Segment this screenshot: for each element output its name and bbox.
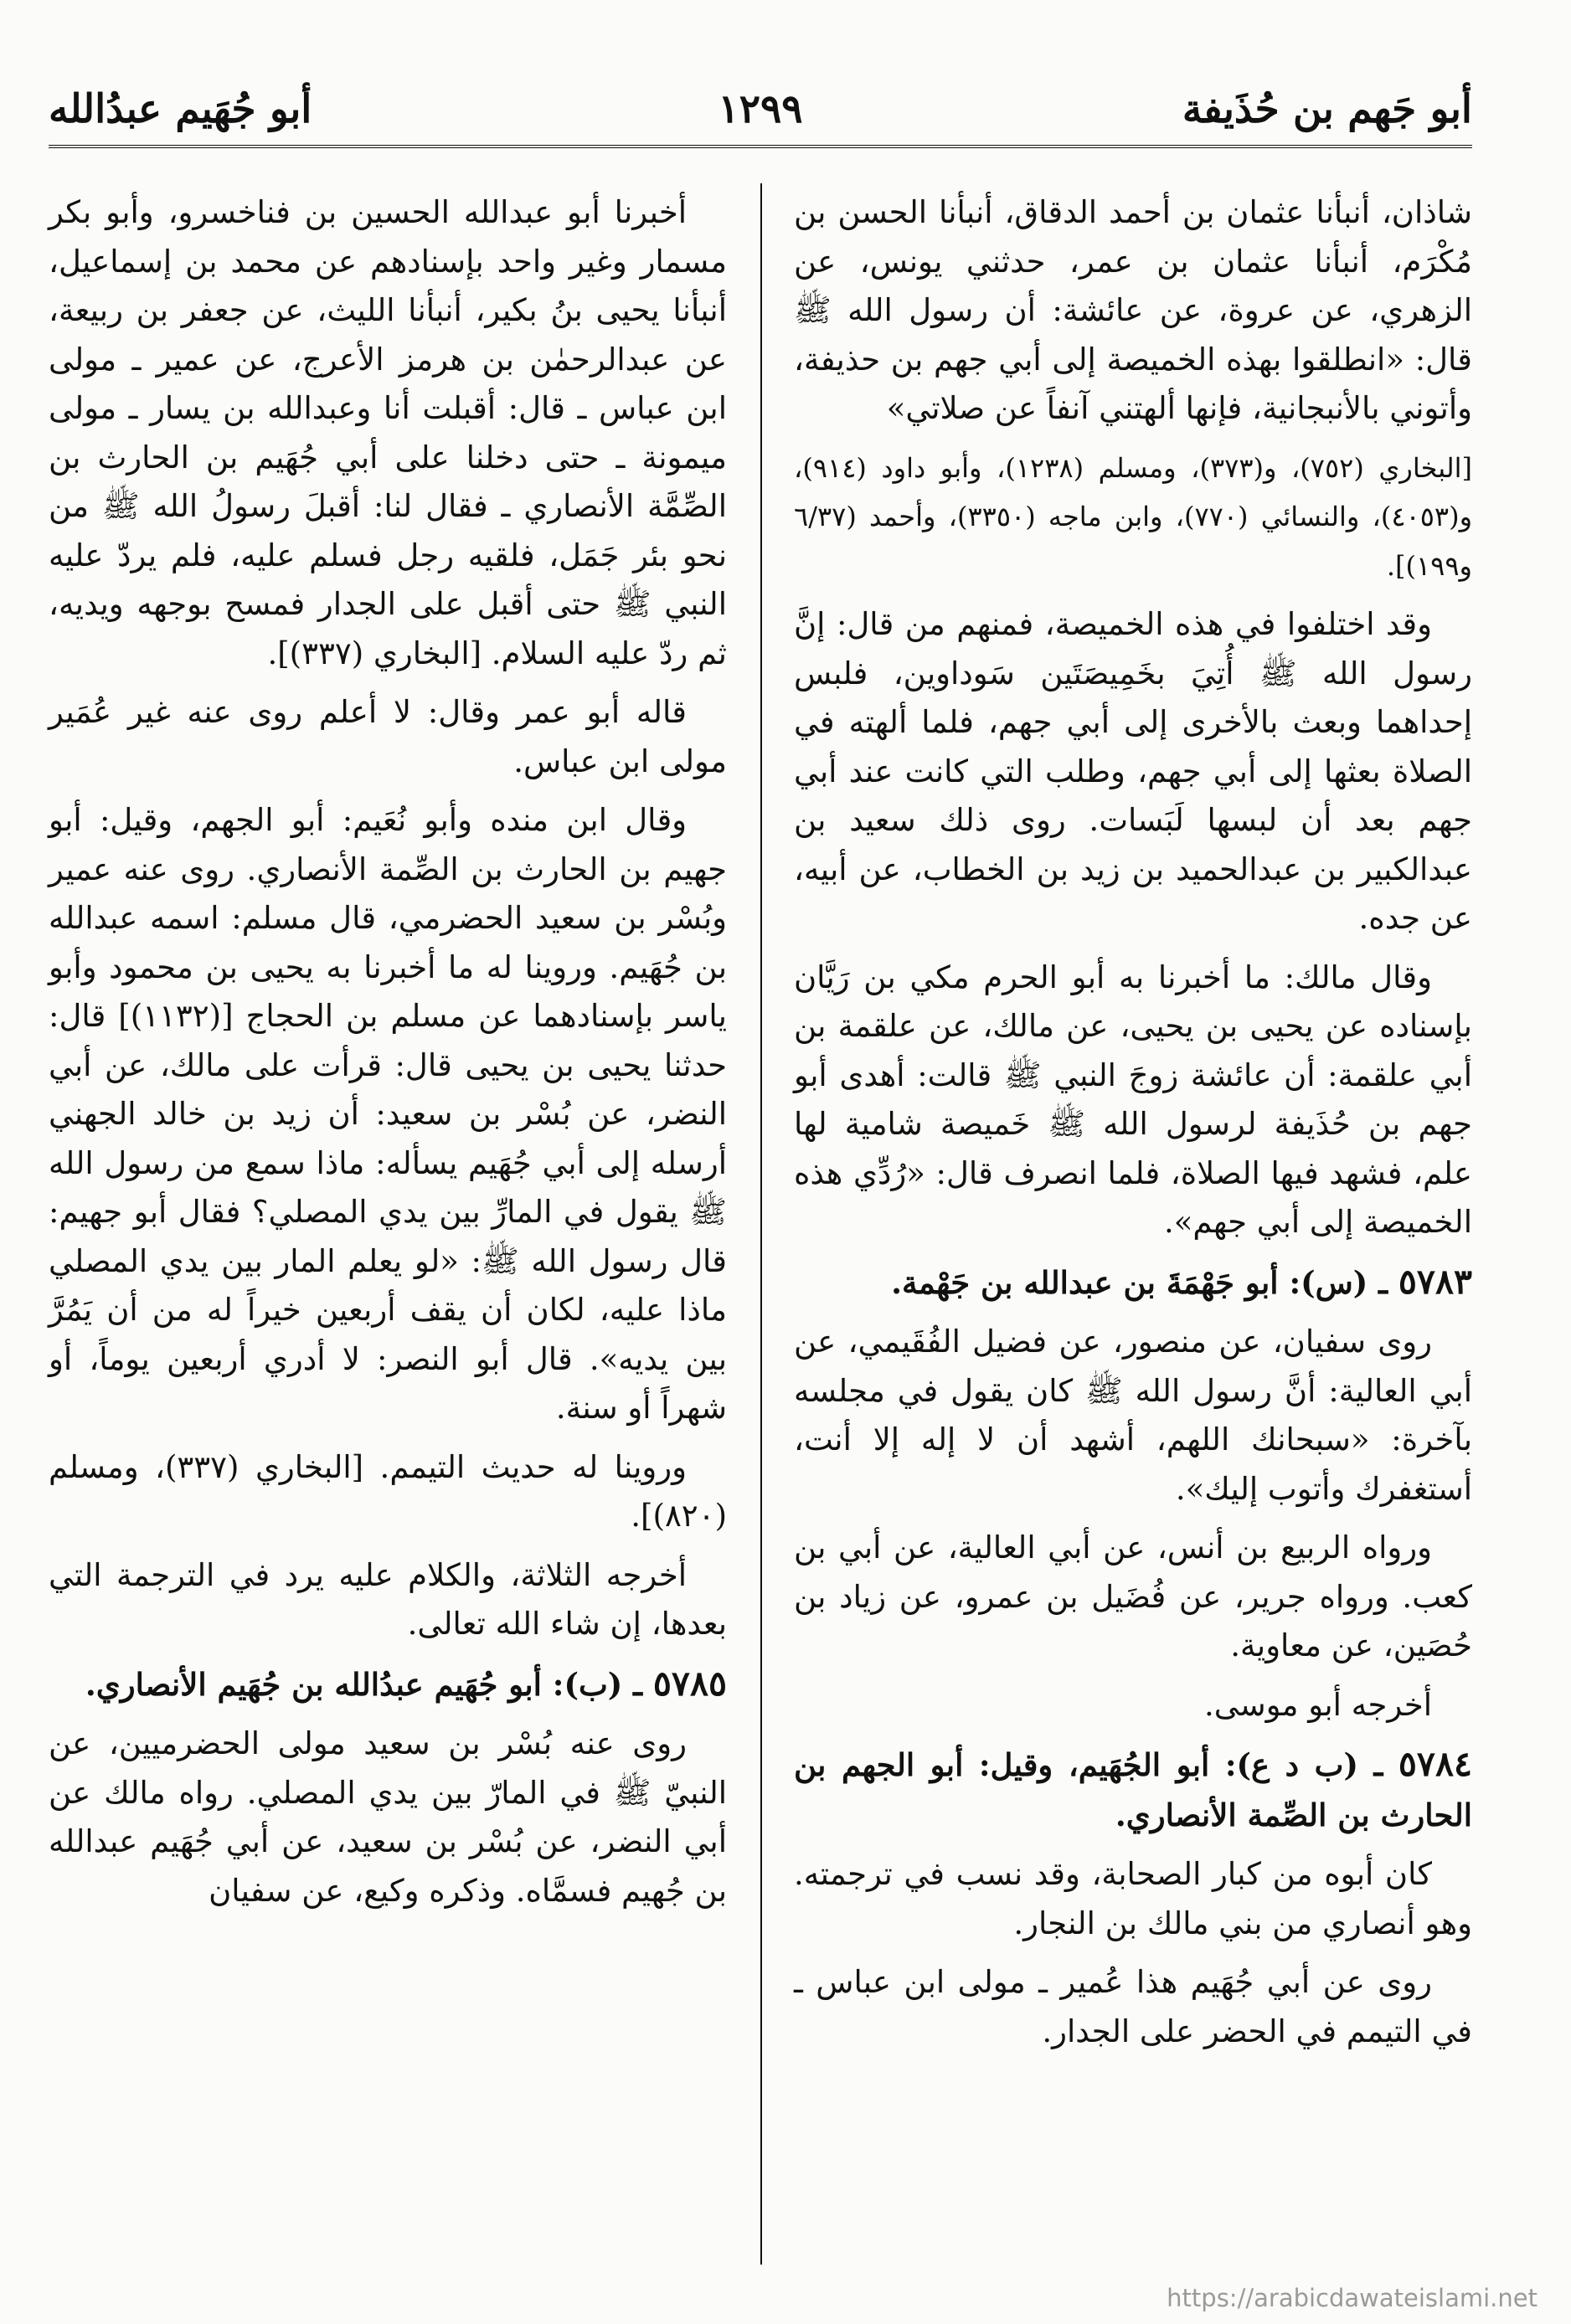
paragraph-text: وقال ابن منده وأبو نُعَيم: أبو الجهم، وقيل: أبو جهيم بن الحارث بن الصِّمة الأنصاري. روى عنه عمير وبُسْر بن سعيد الحضرمي، قال مسلم: اسمه عبدالله بن جُهَيم. وروينا له ما أخبرنا به يحيى بن محمود وأبو ياسر بإسنادهما عن مسلم بن الحجاج [(١١٣٢)] قال: حدثنا يحيى بن يحيى قال: قرأت على مالك، عن أبي النضر، عن بُسْر بن سعيد: أن زيد بن خالد الجهني أرسله إلى أبي جُهَيم يسأله: ماذا سمع من رسول الله ﷺ يقول في المارِّ بين يدي المصلي؟ فقال أبو جهيم: قال رسول الله ﷺ: «لو يعلم المار بين يدي المصلي ماذا عليه، لكان أن يقف أربعين خيراً له من أن يَمُرَّ بين يديه». قال أبو النصر: لا أدري أربعين يوماً، أو شهراً أو سنة. — [49, 802, 727, 1426]
paragraph — [794, 1681, 1472, 1730]
paragraph-text: أخرجه الثلاثة، والكلام عليه يرد في الترجمة التي بعدها، إن شاء الله تعالى. — [49, 1556, 727, 1642]
paragraph-text: روى عن أبي جُهَيم هذا عُمير ـ مولى ابن عباس ـ في التيمم في الحضر على الجدار. — [794, 1964, 1472, 2049]
entry-title: ـ (ب): أبو جُهَيم عبدُالله بن جُهَيم الأنصاري. — [85, 1665, 653, 1703]
paragraph — [794, 954, 1472, 1247]
entry-title: ـ (س): أبو جَهْمَةَ بن عبدالله بن جَهْمة. — [891, 1263, 1398, 1301]
paragraph — [794, 600, 1472, 943]
column-divider — [760, 183, 762, 2265]
paragraph-text: وقال مالك: ما أخبرنا به أبو الحرم مكي بن رَيَّان بإسناده عن يحيى بن يحيى، عن مالك، عن علقمة بن أبي علقمة: أن عائشة زوجَ النبي ﷺ قالت: أهدى أبو جهم بن حُذَيفة لرسول الله ﷺ خَميصة شامية لها علم، فشهد فيها الصلاة، فلما انصرف قال: «رُدِّي هذه الخميصة إلى أبي جهم». — [794, 959, 1472, 1240]
entry-heading — [794, 1740, 1472, 1840]
paragraph-text: وقد اختلفوا في هذه الخميصة، فمنهم من قال: إنَّ رسول الله ﷺ أُتِيَ بخَمِيصَتَين سَوداوين، فلبس إحداهما وبعث بالأخرى إلى أبي جهم، فلما ألهته في الصلاة بعثها إلى أبي جهم، وطلب التي كانت عند أبي جهم بعد أن لبسها لَبَسات. روى ذلك سعيد بن عبدالكبير بن عبدالحميد بن زيد بن الخطاب، عن أبيه، عن جده. — [794, 606, 1472, 936]
running-header — [49, 80, 1472, 147]
paragraph-text: روى عنه بُسْر بن سعيد مولى الحضرميين، عن النبيّ ﷺ في المارّ بين يدي المصلي. رواه مالك عن أبي النضر، عن بُسْر بن سعيد، عن أبي جُهَيم عبدالله بن جُهيم فسمَّاه. وذكره وكيع، عن سفيان — [49, 1725, 727, 1909]
header-title-right: أبو جَهم بن حُذَيفة — [1182, 86, 1472, 132]
paragraph — [794, 188, 1472, 434]
header-title-left: أبو جُهَيم عبدُالله — [49, 86, 312, 132]
entry-heading — [794, 1257, 1472, 1309]
paragraph-text: روى سفيان، عن منصور، عن فضيل الفُقَيمي، عن أبي العالية: أنَّ رسول الله ﷺ كان يقول في مجلسه بآخرة: «سبحانك اللهم، أشهد أن لا إله إلا أنت، أستغفرك وأتوب إليك». — [794, 1324, 1472, 1507]
left-column — [49, 188, 727, 1915]
page-number: ١٢٩٩ — [718, 86, 803, 132]
citation-text: [البخاري (٧٥٢)، و(٣٧٣)، ومسلم (١٢٣٨)، وأبو داود (٩١٤)، و(٤٠٥٣)، والنسائي (٧٧٠)، وابن ماجه (٣٣٥٠)، وأحمد (٦/٣٧ و١٩٩)]. — [794, 451, 1473, 582]
entry-heading — [49, 1659, 727, 1710]
paragraph — [49, 688, 727, 786]
entry-number: ٥٧٨٥ — [652, 1663, 727, 1704]
paragraph-text: أخبرنا أبو عبدالله الحسين بن فناخسرو، وأبو بكر مسمار وغير واحد بإسنادهم عن محمد بن إسماعيل، أنبأنا يحيى بنُ بكير، أنبأنا الليث، عن جعفر بن ربيعة، عن عبدالرحمٰن بن هرمز الأعرج، عن عمير ـ مولى ابن عباس ـ قال: أقبلت أنا وعبدالله بن يسار ـ مولى ميمونة ـ حتى دخلنا على أبي جُهَيم بن الحارث بن الصِّمَّة الأنصاري ـ فقال لنا: أقبلَ رسولُ الله ﷺ من نحو بئر جَمَل، فلقيه رجل فسلم عليه، فلم يردّ عليه النبي ﷺ حتى أقبل على الجدار فمسح بوجهه ويديه، ثم ردّ عليه السلام. [البخاري (٣٣٧)]. — [49, 194, 727, 671]
paragraph — [49, 1551, 727, 1649]
paragraph-text: كان أبوه من كبار الصحابة، وقد نسب في ترجمته. وهو أنصاري من بني مالك بن النجار. — [794, 1856, 1472, 1941]
paragraph — [794, 1318, 1472, 1514]
paragraph — [49, 796, 727, 1433]
citation-note — [794, 444, 1472, 591]
watermark-url: https://arabicdawateislami.net — [1167, 2284, 1538, 2312]
book-page — [49, 80, 1472, 2273]
paragraph — [49, 1443, 727, 1541]
entry-title: ـ (ب د ع): أبو الجُهَيم، وقيل: أبو الجهم بن الحارث بن الصِّمة الأنصاري. — [794, 1746, 1472, 1833]
right-column — [794, 188, 1472, 2056]
paragraph — [49, 188, 727, 678]
paragraph-text: شاذان، أنبأنا عثمان بن أحمد الدقاق، أنبأنا الحسن بن مُكْرَم، أنبأنا عثمان بن عمر، حدثني يونس، عن الزهري، عن عروة، عن عائشة: أن رسول الله ﷺ قال: «انطلقوا بهذه الخميصة إلى أبي جهم بن حذيفة، وأتوني بالأنبجانية، فإنها ألهتني آنفاً عن صلاتي» — [794, 194, 1472, 426]
paragraph-text: وروينا له حديث التيمم. [البخاري (٣٣٧)، ومسلم (٨٢٠)]. — [49, 1448, 727, 1534]
entry-number: ٥٧٨٤ — [1398, 1744, 1472, 1784]
paragraph — [49, 1720, 727, 1915]
paragraph — [794, 1958, 1472, 2056]
header-rule — [49, 145, 1472, 148]
paragraph — [794, 1524, 1472, 1671]
paragraph-text: قاله أبو عمر وقال: لا أعلم روى عنه غير عُمَير مولى ابن عباس. — [49, 694, 727, 779]
entry-number: ٥٧٨٣ — [1398, 1261, 1472, 1302]
paragraph — [794, 1850, 1472, 1948]
paragraph-text: ورواه الربيع بن أنس، عن أبي العالية، عن أبي بن كعب. ورواه جرير، عن فُضَيل بن عمرو، عن زياد بن حُصَين، عن معاوية. — [794, 1530, 1472, 1663]
paragraph-text: أخرجه أبو موسى. — [1203, 1686, 1432, 1723]
